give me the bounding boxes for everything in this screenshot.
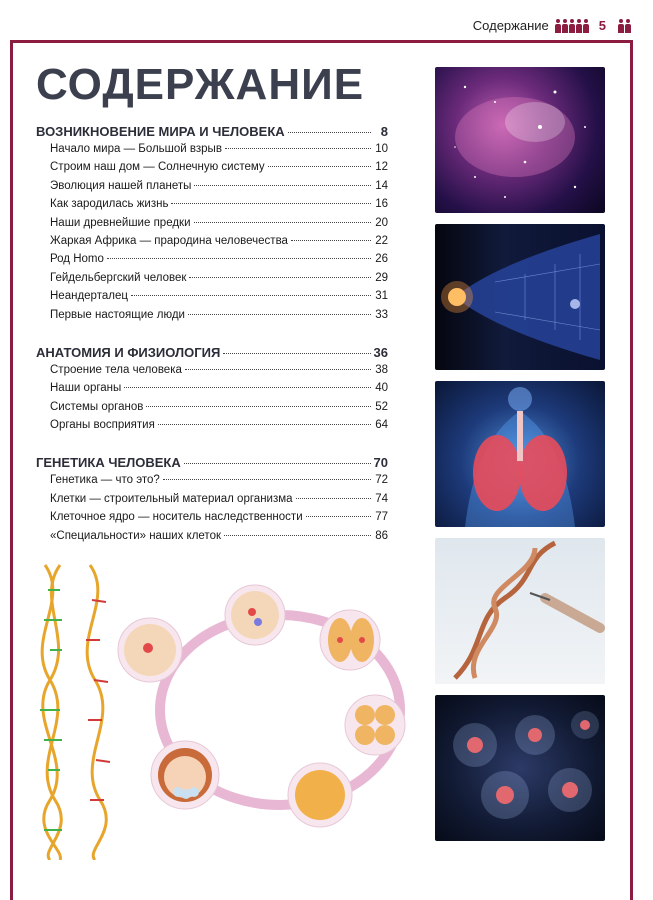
- toc-entry[interactable]: [36, 198, 388, 216]
- entry-label: Строение тела человека: [50, 363, 182, 376]
- dot-leader: [131, 295, 371, 296]
- running-head: [473, 18, 631, 33]
- entry-page-number: 77: [375, 511, 388, 524]
- dna-helix-photo: [435, 538, 605, 684]
- nebula-photo: [435, 67, 605, 213]
- table-of-contents: [36, 124, 388, 566]
- dot-leader: [225, 148, 371, 149]
- lungs-image: [435, 381, 605, 527]
- person-icon: [625, 19, 631, 33]
- entry-page-number: 10: [375, 143, 388, 155]
- entry-label: Генетика — что это?: [50, 474, 160, 487]
- section-heading-label: АНАТОМИЯ И ФИЗИОЛОГИЯ: [36, 344, 221, 360]
- entry-page-number: 74: [375, 492, 388, 505]
- toc-section: [36, 345, 388, 438]
- toc-entry[interactable]: [36, 419, 388, 437]
- person-icon: [562, 19, 568, 33]
- toc-entry[interactable]: [36, 530, 388, 548]
- dot-leader: [158, 424, 371, 425]
- entry-page-number: 52: [375, 400, 388, 413]
- section-page-number: 70: [373, 455, 388, 471]
- dot-leader: [184, 463, 371, 464]
- entry-page-number: 40: [375, 382, 388, 395]
- toc-entry[interactable]: [36, 511, 388, 529]
- section-page-number: 8: [380, 124, 388, 139]
- entry-label: Наши органы: [50, 382, 122, 395]
- dot-leader: [194, 185, 371, 186]
- people-icon-group: [618, 19, 631, 33]
- big-bang-photo: [435, 224, 605, 370]
- dot-leader: [146, 406, 371, 407]
- page-number: 5: [598, 18, 606, 33]
- entry-label: Эволюция нашей планеты: [50, 179, 192, 192]
- entry-page-number: 33: [375, 308, 388, 321]
- dot-leader: [163, 479, 371, 480]
- entry-page-number: 12: [375, 161, 388, 174]
- dot-leader: [185, 369, 371, 370]
- entry-label: Клетки — строительный материал организма: [50, 492, 293, 505]
- dot-leader: [194, 222, 372, 223]
- toc-entry[interactable]: [36, 161, 388, 179]
- section-page-number: 36: [373, 344, 388, 360]
- entry-label: Наши древнейшие предки: [50, 216, 191, 229]
- entry-page-number: 20: [375, 216, 388, 229]
- person-icon: [555, 19, 561, 33]
- cells-image: [435, 695, 605, 841]
- universe-expansion-image: [435, 224, 605, 370]
- entry-label: Начало мира — Большой взрыв: [50, 143, 222, 155]
- nebula-image: [435, 67, 605, 213]
- toc-entry[interactable]: [36, 290, 388, 308]
- toc-entry[interactable]: [36, 401, 388, 419]
- toc-entry[interactable]: [36, 364, 388, 382]
- person-icon: [583, 19, 589, 33]
- running-head-title: Содержание: [472, 18, 549, 33]
- dot-leader: [124, 387, 371, 388]
- person-icon: [618, 19, 624, 33]
- section-heading-label: ВОЗНИКНОВЕНИЕ МИРА И ЧЕЛОВЕКА: [36, 124, 285, 139]
- toc-entry[interactable]: [36, 309, 388, 327]
- dot-leader: [296, 498, 371, 499]
- dot-leader: [288, 132, 371, 133]
- entry-page-number: 16: [375, 198, 388, 211]
- toc-entry[interactable]: [36, 253, 388, 271]
- cell-division-illustration: [30, 560, 425, 860]
- toc-entry[interactable]: [36, 217, 388, 235]
- dot-leader: [306, 516, 371, 517]
- cells-photo: [435, 695, 605, 841]
- toc-entry[interactable]: [36, 493, 388, 511]
- toc-section: [36, 124, 388, 327]
- toc-entry[interactable]: [36, 382, 388, 400]
- entry-page-number: 26: [375, 253, 388, 266]
- entry-label: Гейдельбергский человек: [50, 271, 187, 284]
- toc-entry[interactable]: [36, 143, 388, 161]
- lungs-anatomy-photo: [435, 381, 605, 527]
- entry-label: Род Homo: [50, 253, 104, 266]
- toc-section-heading[interactable]: [36, 455, 388, 470]
- entry-page-number: 29: [375, 271, 388, 284]
- dot-leader: [107, 258, 371, 259]
- entry-page-number: 38: [375, 363, 388, 376]
- toc-entry[interactable]: [36, 235, 388, 253]
- entry-label: Клеточное ядро — носитель наследственности: [50, 511, 303, 524]
- entry-label: Жаркая Африка — прародина человечества: [50, 234, 288, 247]
- entry-label: Системы органов: [50, 400, 144, 413]
- toc-section: [36, 455, 388, 548]
- embryo-development-diagram: [30, 560, 425, 860]
- toc-entry[interactable]: [36, 180, 388, 198]
- person-icon: [569, 19, 575, 33]
- entry-label: Строим наш дом — Солнечную систему: [50, 161, 265, 174]
- dot-leader: [268, 166, 371, 167]
- entry-label: Первые настоящие люди: [50, 308, 185, 321]
- dot-leader: [171, 203, 371, 204]
- section-heading-label: ГЕНЕТИКА ЧЕЛОВЕКА: [36, 455, 181, 471]
- dot-leader: [188, 314, 371, 315]
- entry-page-number: 31: [375, 290, 388, 303]
- dna-image: [435, 538, 605, 684]
- entry-page-number: 86: [375, 529, 388, 542]
- dot-leader: [223, 353, 370, 354]
- entry-label: Неандерталец: [50, 290, 128, 303]
- toc-section-heading[interactable]: [36, 345, 388, 360]
- toc-entry[interactable]: [36, 474, 388, 492]
- entry-label: Органы восприятия: [50, 419, 155, 432]
- toc-section-heading[interactable]: [36, 124, 388, 139]
- entry-label: Как зародилась жизнь: [50, 198, 169, 211]
- entry-page-number: 14: [375, 179, 388, 192]
- entry-page-number: 64: [375, 419, 388, 432]
- dot-leader: [291, 240, 371, 241]
- entry-page-number: 22: [375, 234, 388, 247]
- people-icon-group: [555, 19, 589, 33]
- dot-leader: [224, 535, 371, 536]
- toc-entry[interactable]: [36, 272, 388, 290]
- entry-page-number: 72: [375, 474, 388, 487]
- page-title: СОДЕРЖАНИЕ: [36, 60, 365, 109]
- dot-leader: [189, 277, 371, 278]
- person-icon: [576, 19, 582, 33]
- entry-label: «Специальности» наших клеток: [50, 529, 222, 542]
